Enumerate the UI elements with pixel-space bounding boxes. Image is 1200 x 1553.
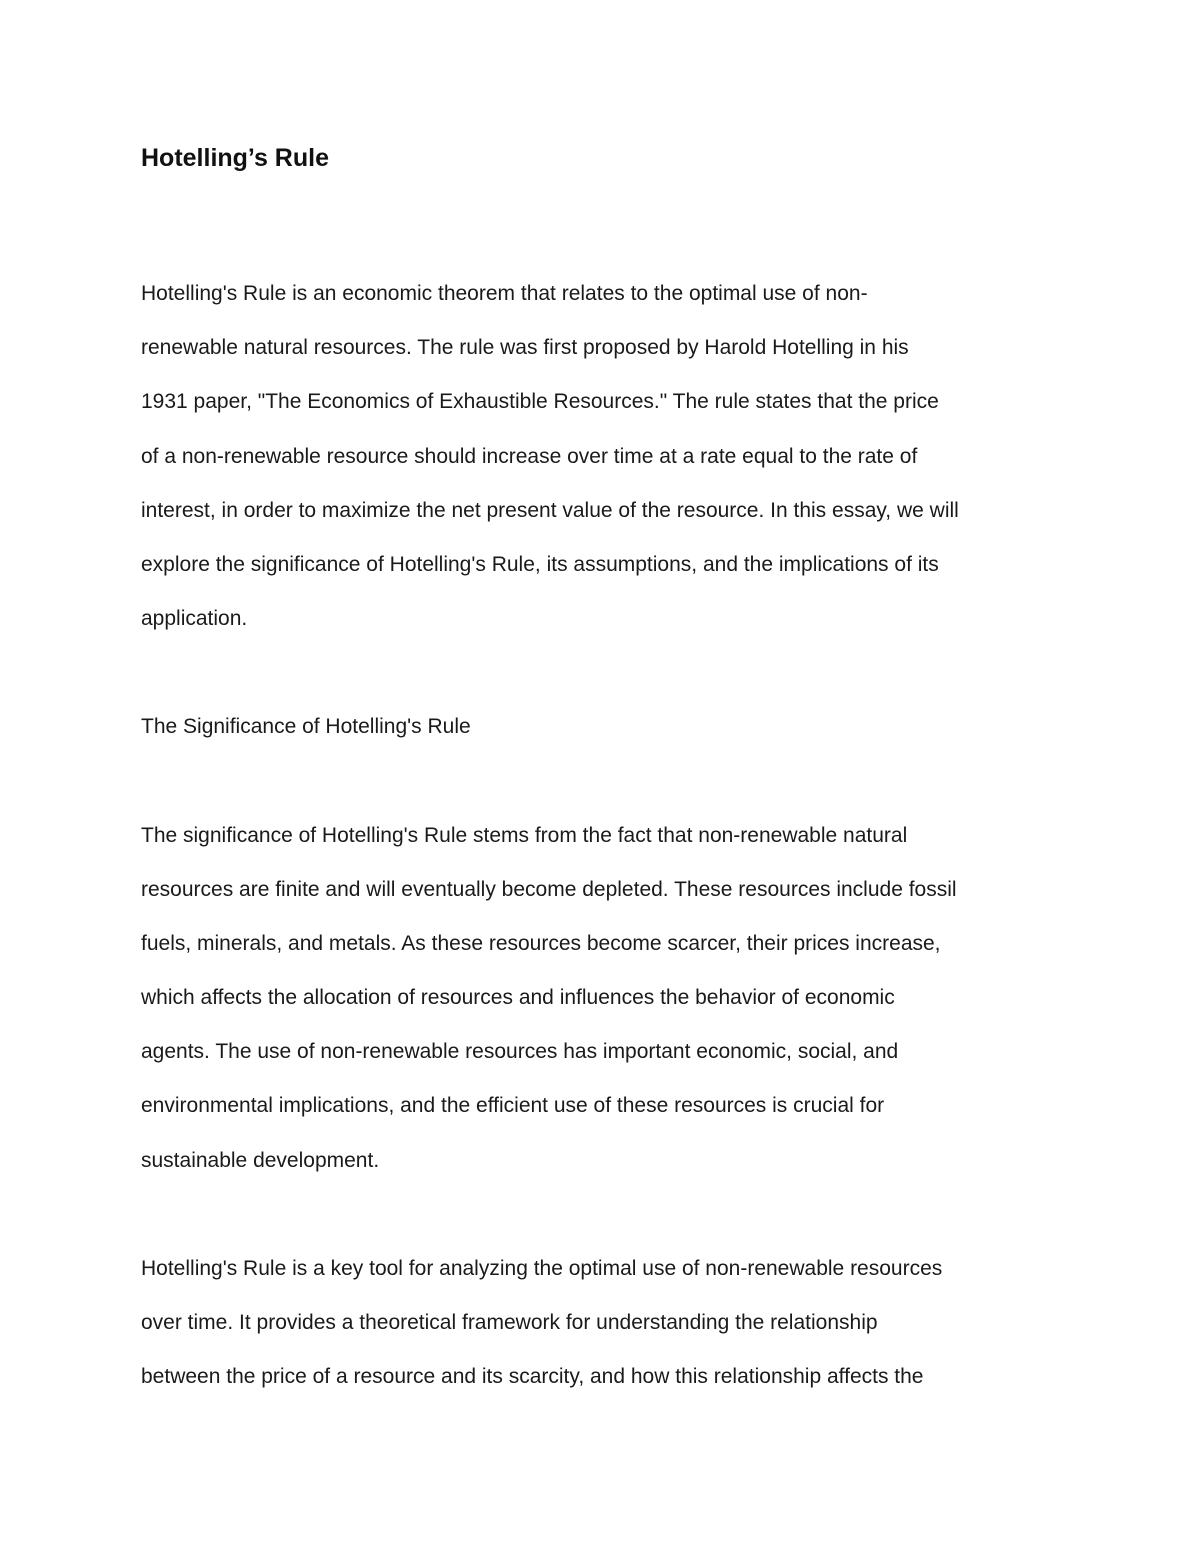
text-line: 1931 paper, "The Economics of Exhaustible Resources." The rule states that the price [141,390,939,414]
document-body [141,138,1071,1404]
text-line: Hotelling's Rule is a key tool for analyzing the optimal use of non-renewable resources [141,1256,943,1280]
paragraph-key-tool [141,1242,1071,1405]
text-line: explore the significance of Hotelling's Rule, its assumptions, and the implications of its [141,552,939,576]
document-title: Hotelling’s Rule [141,144,329,172]
paragraph-spacer [141,755,1071,809]
text-line: resources are finite and will eventually become depleted. These resources include fossil [141,877,957,901]
text-line: Hotelling's Rule is an economic theorem that relates to the optimal use of non- [141,282,868,305]
title-spacer [141,178,1071,267]
text-line: interest, in order to maximize the net present value of the resource. In this essay, we will [141,498,959,522]
text-line: sustainable development. [141,1148,380,1172]
paragraph-significance [141,809,1071,1188]
heading-line: The Significance of Hotelling's Rule [141,715,471,739]
text-line: over time. It provides a theoretical framework for understanding the relationship [141,1311,878,1334]
text-line: application. [141,607,248,631]
text-line: which affects the allocation of resources and influences the behavior of economic [141,986,895,1010]
text-line: between the price of a resource and its scarcity, and how this relationship affects the [141,1365,924,1389]
text-line: renewable natural resources. The rule was first proposed by Harold Hotelling in his [141,336,909,360]
text-line: The significance of Hotelling's Rule stems from the fact that non-renewable natural [141,823,908,847]
section-heading [141,700,1071,754]
text-line: fuels, minerals, and metals. As these resources become scarcer, their prices increase, [141,931,941,955]
text-line: of a non-renewable resource should increase over time at a rate equal to the rate of [141,444,918,468]
text-line: environmental implications, and the efficient use of these resources is crucial for [141,1094,885,1118]
paragraph-spacer [141,1188,1071,1242]
paragraph-spacer [141,646,1071,700]
paragraph-intro [141,267,1071,646]
text-line: agents. The use of non-renewable resources has important economic, social, and [141,1040,899,1064]
